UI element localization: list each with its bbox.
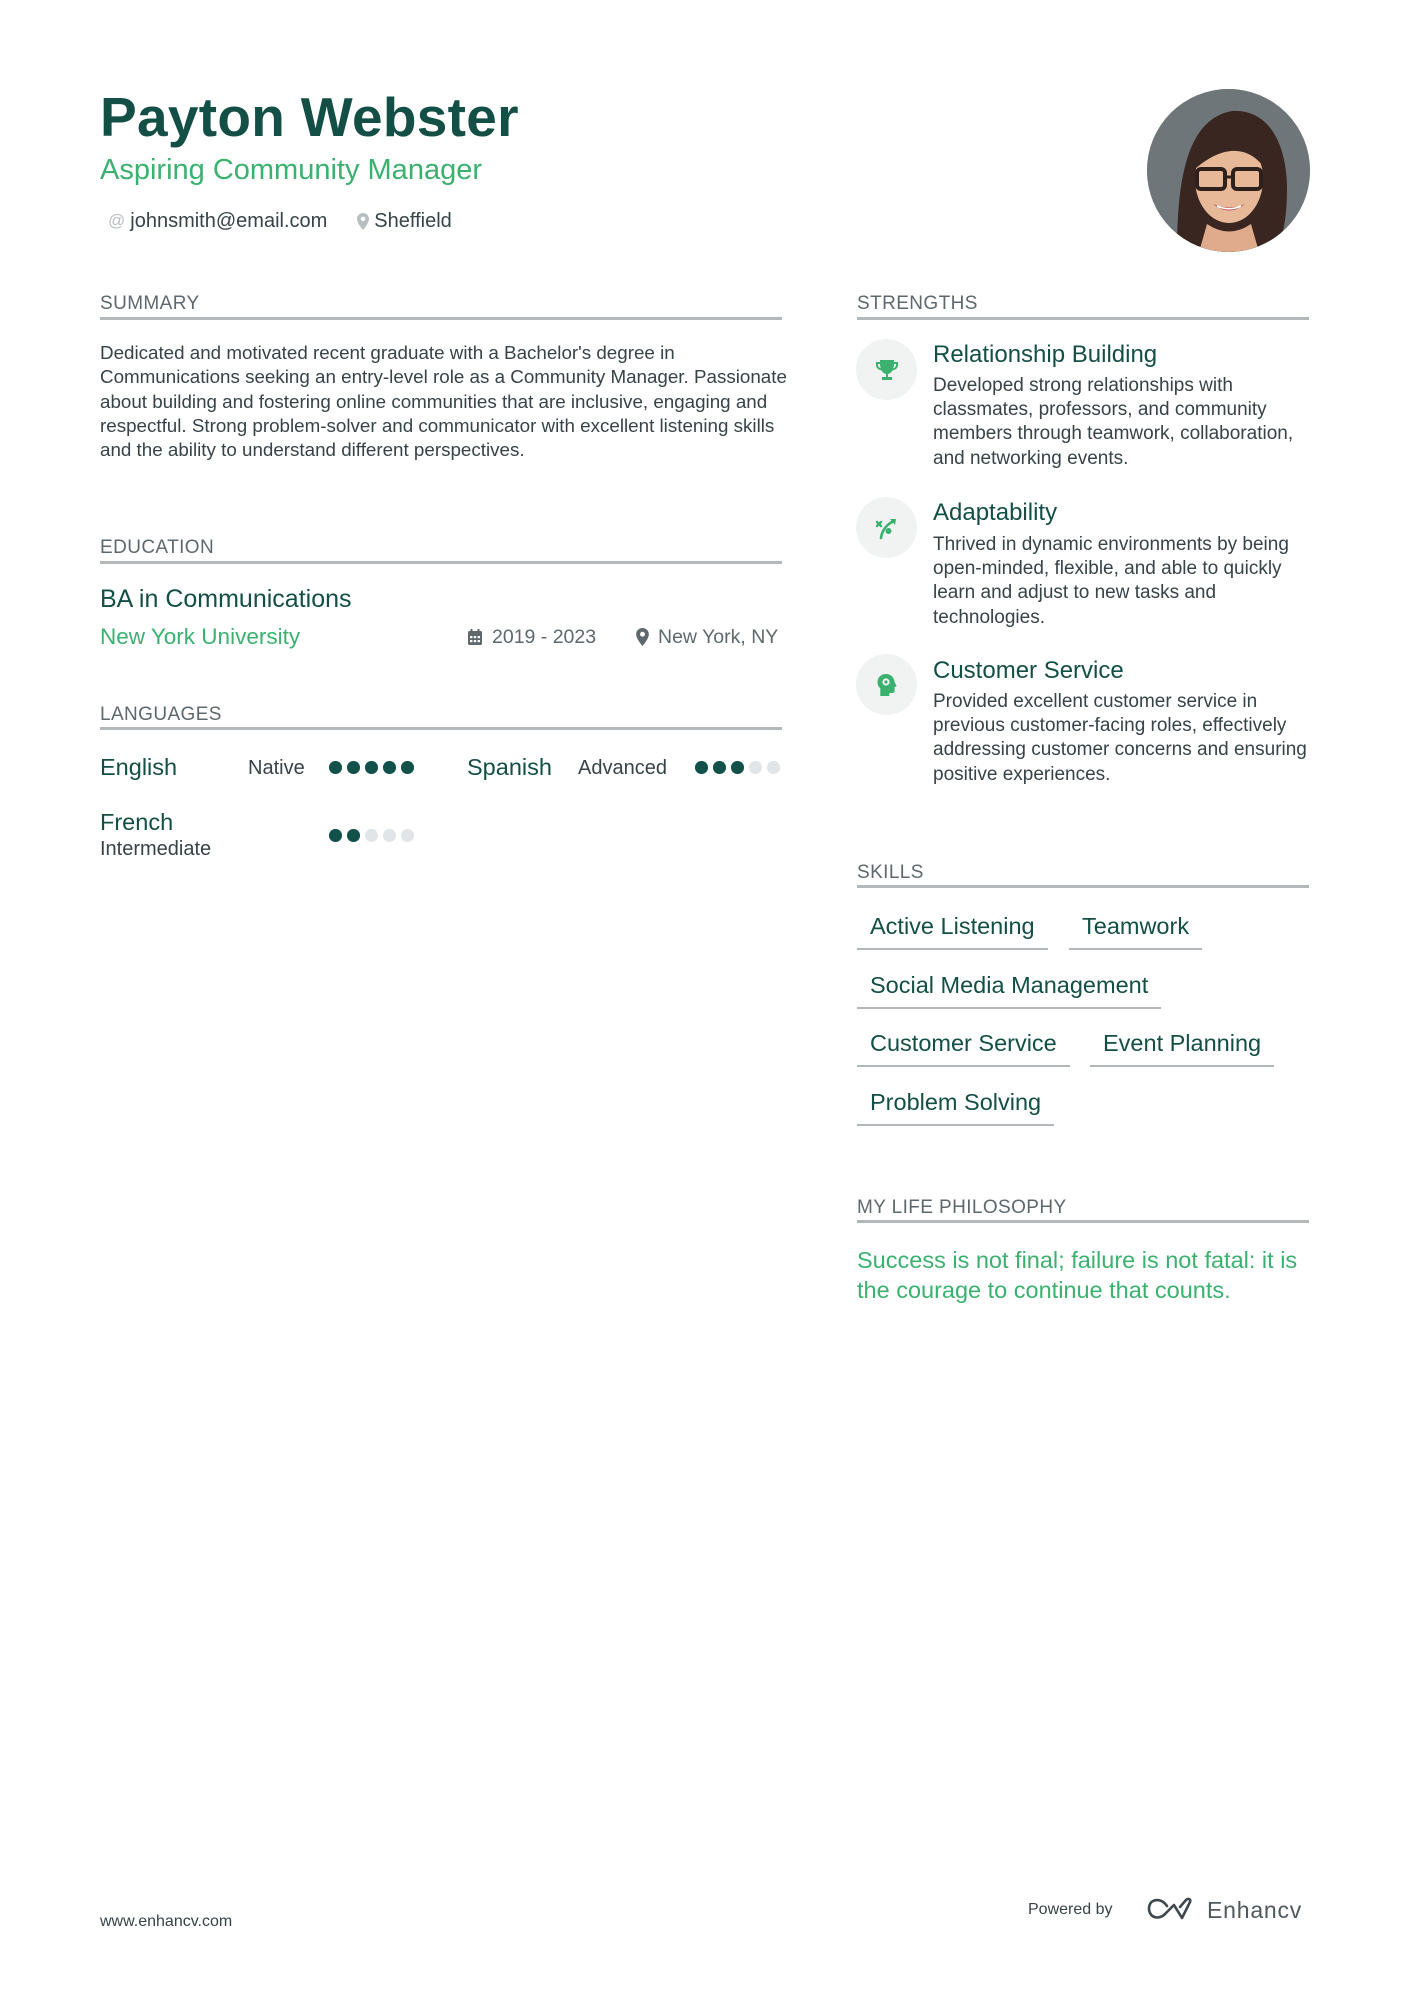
location-pin-icon: [357, 213, 369, 230]
skill-tag: Social Media Management: [857, 971, 1161, 1009]
skill-tag: Active Listening: [857, 912, 1048, 950]
strength-description: Developed strong relationships with classmates, professors, and community members through teamwork, collaboration, and networking events.: [933, 375, 1294, 469]
rating-dot-filled: [401, 761, 414, 774]
enhancv-logo[interactable]: [1147, 1897, 1302, 1923]
enhancv-brand-text: Enhancv: [1207, 1897, 1303, 1923]
footer-website-link[interactable]: www.enhancv.com: [100, 1913, 233, 1930]
rating-dot-empty: [401, 829, 414, 842]
language-name: French: [100, 809, 174, 835]
strengths-divider: [857, 317, 1309, 320]
language-rating: [329, 829, 419, 842]
strategy-arrow-icon: [875, 516, 899, 540]
calendar-icon: [467, 629, 483, 646]
strength-title: Customer Service: [933, 657, 1124, 684]
strength-title: Adaptability: [933, 499, 1058, 526]
strength-icon-badge: [856, 339, 917, 400]
philosophy-quote: Success is not final; failure is not fatal: it is the courage to continue that counts.: [857, 1247, 1298, 1303]
education-location: [636, 625, 778, 649]
education-dates-text: 2019 - 2023: [492, 626, 597, 648]
rating-dot-filled: [383, 761, 396, 774]
rating-dot-empty: [365, 829, 378, 842]
skills-heading: SKILLS: [857, 862, 924, 883]
education-dates: [467, 625, 596, 649]
skill-tag: Customer Service: [857, 1029, 1070, 1067]
language-rating: [695, 761, 785, 774]
rating-dot-filled: [713, 761, 726, 774]
language-level: Advanced: [578, 757, 667, 779]
education-location-text: New York, NY: [658, 626, 779, 648]
rating-dot-empty: [767, 761, 780, 774]
strength-title: Relationship Building: [933, 341, 1158, 368]
location-text: Sheffield: [374, 210, 452, 232]
rating-dot-empty: [749, 761, 762, 774]
strength-icon-badge: [856, 654, 917, 715]
skill-tag: Problem Solving: [857, 1088, 1054, 1126]
philosophy-divider: [857, 1220, 1309, 1223]
language-rating: [329, 761, 419, 774]
contact-location: [357, 208, 451, 234]
strength-description: Thrived in dynamic environments by being open-minded, flexible, and able to quickly learn and adjust to new tasks and technologies.: [933, 534, 1289, 628]
skill-tag: Teamwork: [1069, 912, 1202, 950]
language-name: Spanish: [467, 754, 552, 780]
rating-dot-filled: [329, 761, 342, 774]
summary-text: Dedicated and motivated recent graduate with a Bachelor's degree in Communications seeking an entry-level role as a Community Manager. Passionate about building and fostering online communities that are inclusive, engaging and respectful. Strong problem-solver and communicator with excellent listening skills and the ability to understand different perspectives.: [100, 342, 787, 461]
summary-divider: [100, 317, 782, 320]
at-icon: @: [108, 211, 126, 230]
rating-dot-filled: [731, 761, 744, 774]
email-text: johnsmith@email.com: [130, 210, 328, 232]
contact-info: [108, 208, 482, 234]
enhancv-logo-icon: [1147, 1897, 1193, 1923]
education-school: New York University: [100, 624, 301, 649]
summary-heading: SUMMARY: [100, 293, 200, 314]
philosophy-heading: MY LIFE PHILOSOPHY: [857, 1197, 1067, 1218]
education-heading: EDUCATION: [100, 537, 215, 558]
strength-icon-badge: [856, 497, 917, 558]
strength-description: Provided excellent customer service in previous customer-facing roles, effectively addressing customer concerns and ensuring positive experiences.: [933, 691, 1307, 785]
rating-dot-filled: [365, 761, 378, 774]
rating-dot-filled: [347, 761, 360, 774]
strengths-heading: STRENGTHS: [857, 293, 978, 314]
powered-by-label: Powered by: [1028, 1901, 1113, 1918]
avatar: [1147, 89, 1310, 252]
languages-divider: [100, 727, 782, 730]
languages-heading: LANGUAGES: [100, 704, 222, 725]
location-pin-icon: [636, 628, 649, 646]
profile-photo-icon: [1147, 89, 1310, 252]
education-divider: [100, 561, 782, 564]
trophy-icon: [875, 359, 899, 381]
candidate-role: Aspiring Community Manager: [100, 154, 482, 186]
rating-dot-empty: [383, 829, 396, 842]
candidate-name: Payton Webster: [100, 86, 519, 148]
contact-email[interactable]: [108, 208, 327, 234]
head-brain-icon: [876, 673, 898, 697]
education-degree: BA in Communications: [100, 585, 352, 613]
rating-dot-filled: [347, 829, 360, 842]
language-name: English: [100, 754, 178, 780]
rating-dot-filled: [695, 761, 708, 774]
skill-tag: Event Planning: [1090, 1029, 1274, 1067]
language-level: Intermediate: [100, 838, 212, 860]
skills-divider: [857, 885, 1309, 888]
language-level: Native: [248, 757, 305, 779]
rating-dot-filled: [329, 829, 342, 842]
